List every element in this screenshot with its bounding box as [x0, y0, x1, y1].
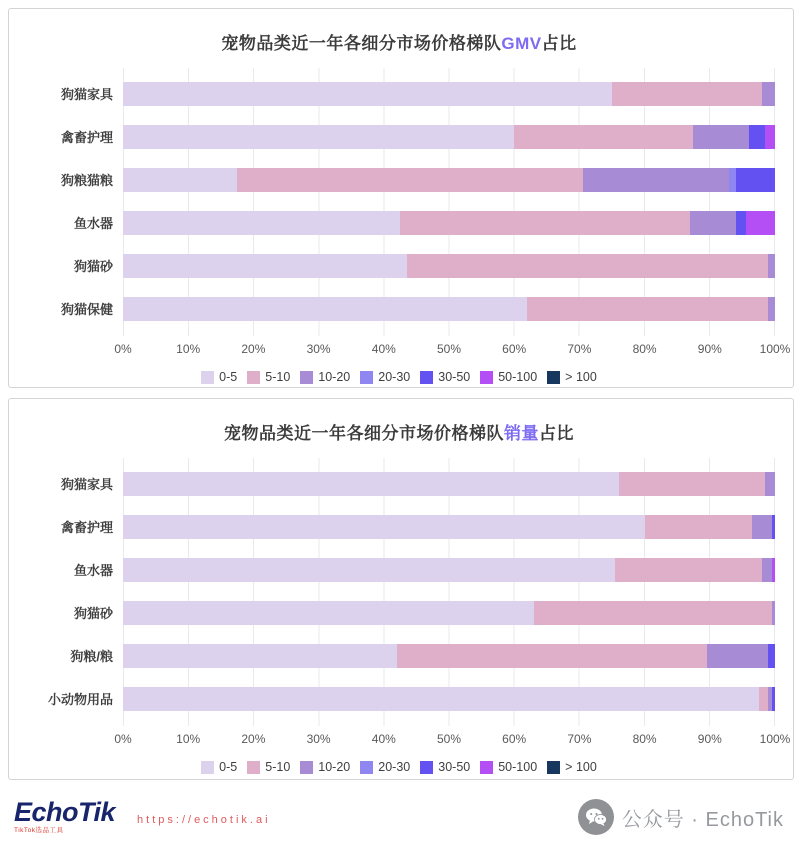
bar-segment-05 [123, 472, 619, 496]
echotik-logo-subtext: TikTok选品工具 [14, 827, 64, 835]
legend-label: 0-5 [219, 370, 238, 384]
sales-title-prefix: 宠物品类近一年各细分市场价格梯队 [224, 424, 504, 443]
legend-swatch [420, 761, 433, 774]
bar-segment-1020 [765, 472, 775, 496]
bar-segment-510 [612, 82, 762, 106]
x-tick-label: 20% [241, 732, 266, 746]
gmv-legend [23, 370, 775, 384]
x-tick-label: 90% [697, 732, 722, 746]
echotik-logo [14, 799, 115, 835]
bar-segment-1020 [762, 558, 772, 582]
chart-row [23, 548, 775, 591]
legend-item [201, 370, 237, 384]
x-tick-label: 20% [241, 342, 266, 356]
bar-segment-05 [123, 558, 615, 582]
stacked-bar [123, 601, 775, 625]
x-tick-label: 100% [759, 342, 791, 356]
gmv-chart-panel [8, 8, 794, 388]
legend-swatch [480, 761, 493, 774]
legend-label: > 100 [565, 760, 597, 774]
chart-row [23, 244, 775, 287]
legend-item [247, 370, 290, 384]
sales-legend [23, 760, 775, 774]
bar-segment-3050 [772, 687, 775, 711]
x-tick-label: 70% [567, 342, 592, 356]
x-tick-label: 50% [436, 342, 462, 356]
bar-segment-510 [534, 601, 772, 625]
echotik-url-link[interactable]: https://echotik.ai [137, 813, 271, 826]
legend-label: 10-20 [318, 760, 351, 774]
stacked-bar [123, 515, 775, 539]
bar-segment-1020 [768, 297, 775, 321]
bar-segment-05 [123, 125, 514, 149]
x-tick-label: 80% [632, 732, 657, 746]
chart-row [23, 677, 775, 720]
stacked-bar [123, 168, 775, 192]
bar-segment-3050 [749, 125, 765, 149]
stacked-bar [123, 297, 775, 321]
legend-label: 5-10 [265, 760, 291, 774]
category-label: 小动物用品 [47, 692, 113, 707]
x-tick-label: 10% [176, 732, 201, 746]
chart-row [23, 72, 775, 115]
bar-segment-1020 [772, 601, 775, 625]
legend-swatch [201, 371, 214, 384]
category-label: 狗猫家具 [60, 477, 113, 492]
stacked-bar [123, 644, 775, 668]
bar-segment-05 [123, 687, 759, 711]
bar-segment-510 [237, 168, 583, 192]
bar-segment-510 [527, 297, 768, 321]
legend-item [247, 760, 290, 774]
legend-swatch [300, 371, 313, 384]
category-label: 狗猫保健 [60, 302, 113, 317]
legend-item [300, 370, 350, 384]
bar-segment-510 [619, 472, 766, 496]
legend-swatch [360, 761, 373, 774]
chart-row [23, 634, 775, 677]
chart-row [23, 287, 775, 330]
category-label: 鱼水器 [73, 563, 113, 578]
chart-row [23, 201, 775, 244]
category-label: 禽畜护理 [60, 130, 113, 145]
legend-item [360, 370, 410, 384]
x-tick-label: 80% [632, 342, 657, 356]
legend-swatch [247, 371, 260, 384]
bar-segment-510 [407, 254, 769, 278]
bar-segment-05 [123, 211, 400, 235]
x-tick-label: 90% [697, 342, 722, 356]
x-tick-label: 0% [114, 732, 132, 746]
legend-swatch [480, 371, 493, 384]
legend-swatch [547, 761, 560, 774]
bar-segment-50100 [746, 211, 775, 235]
legend-label: 20-30 [378, 370, 411, 384]
legend-label: 10-20 [318, 370, 351, 384]
x-tick-label: 60% [502, 732, 527, 746]
bar-segment-510 [645, 515, 753, 539]
bar-segment-05 [123, 82, 612, 106]
chart-row [23, 115, 775, 158]
sales-title-highlight: 销量 [504, 424, 539, 443]
bar-segment-1020 [583, 168, 730, 192]
stacked-bar [123, 558, 775, 582]
footer-right [578, 799, 784, 835]
bar-segment-1020 [693, 125, 748, 149]
legend-swatch [547, 371, 560, 384]
category-label: 狗粮猫粮 [60, 173, 113, 188]
bar-segment-3050 [736, 168, 775, 192]
legend-label: 5-10 [265, 370, 291, 384]
legend-label: 30-50 [438, 760, 471, 774]
x-tick-label: 40% [371, 342, 396, 356]
wechat-account-text: 公众号 · EchoTik [621, 808, 784, 831]
legend-swatch [201, 761, 214, 774]
bar-segment-50100 [765, 125, 775, 149]
bar-segment-05 [123, 297, 527, 321]
gmv-x-axis [114, 338, 791, 362]
bar-segment-1020 [707, 644, 769, 668]
chart-row [23, 158, 775, 201]
wechat-icon [578, 799, 614, 835]
stacked-bar [123, 472, 775, 496]
legend-item [547, 760, 597, 774]
bar-segment-05 [123, 601, 534, 625]
legend-label: 0-5 [219, 760, 238, 774]
x-tick-label: 30% [306, 342, 331, 356]
sales-x-axis [114, 728, 791, 752]
category-label: 狗粮/粮 [70, 649, 113, 664]
bar-segment-05 [123, 644, 397, 668]
legend-item [480, 370, 537, 384]
legend-item [480, 760, 537, 774]
gmv-chart-body [23, 68, 775, 336]
sales-chart-body [23, 458, 775, 726]
bar-segment-510 [397, 644, 707, 668]
legend-label: 20-30 [378, 760, 411, 774]
stacked-bar [123, 254, 775, 278]
x-tick-label: 100% [759, 732, 791, 746]
chart-row [23, 505, 775, 548]
footer [8, 790, 794, 842]
gmv-title-suffix: 占比 [541, 34, 577, 53]
bar-segment-1020 [690, 211, 736, 235]
sales-chart-panel [8, 398, 794, 780]
x-tick-label: 60% [502, 342, 527, 356]
bar-segment-3050 [768, 644, 775, 668]
bar-segment-3050 [736, 211, 746, 235]
category-label: 鱼水器 [73, 216, 113, 231]
bar-segment-1020 [762, 82, 775, 106]
category-label: 狗猫砂 [73, 606, 113, 621]
bar-segment-05 [123, 254, 407, 278]
legend-label: 50-100 [498, 370, 538, 384]
stacked-bar [123, 687, 775, 711]
sales-title-suffix: 占比 [539, 424, 574, 443]
bar-segment-510 [400, 211, 690, 235]
bar-segment-05 [123, 168, 237, 192]
gmv-title-highlight: GMV [501, 34, 542, 53]
x-tick-label: 70% [567, 732, 592, 746]
sales-chart-rows [23, 458, 775, 726]
echotik-logo-text: EchoTik [14, 797, 116, 828]
legend-swatch [420, 371, 433, 384]
legend-swatch [247, 761, 260, 774]
x-tick-label: 10% [176, 342, 201, 356]
category-label: 狗猫家具 [60, 87, 113, 102]
bar-segment-510 [759, 687, 769, 711]
footer-left [14, 799, 271, 835]
stacked-bar [123, 211, 775, 235]
legend-item [547, 370, 597, 384]
bar-segment-1020 [768, 254, 775, 278]
x-tick-label: 40% [371, 732, 396, 746]
x-tick-label: 50% [436, 732, 462, 746]
bar-segment-1020 [752, 515, 772, 539]
gmv-title-prefix: 宠物品类近一年各细分市场价格梯队 [221, 34, 502, 53]
chart-row [23, 462, 775, 505]
chart-row [23, 591, 775, 634]
bar-segment-510 [514, 125, 693, 149]
legend-item [201, 760, 237, 774]
gmv-chart-rows [23, 68, 775, 336]
legend-swatch [360, 371, 373, 384]
legend-swatch [300, 761, 313, 774]
x-tick-label: 30% [306, 732, 331, 746]
category-label: 禽畜护理 [60, 520, 113, 535]
gmv-chart-title [23, 29, 775, 54]
legend-label: > 100 [565, 370, 597, 384]
legend-item [420, 760, 470, 774]
category-label: 狗猫砂 [73, 259, 113, 274]
bar-segment-50100 [772, 558, 775, 582]
bar-segment-510 [615, 558, 762, 582]
bar-segment-05 [123, 515, 645, 539]
stacked-bar [123, 125, 775, 149]
legend-label: 30-50 [438, 370, 471, 384]
x-tick-label: 0% [114, 342, 132, 356]
legend-item [360, 760, 410, 774]
legend-item [300, 760, 350, 774]
stacked-bar [123, 82, 775, 106]
legend-label: 50-100 [498, 760, 538, 774]
legend-item [420, 370, 470, 384]
bar-segment-3050 [772, 515, 775, 539]
sales-chart-title [23, 419, 775, 444]
